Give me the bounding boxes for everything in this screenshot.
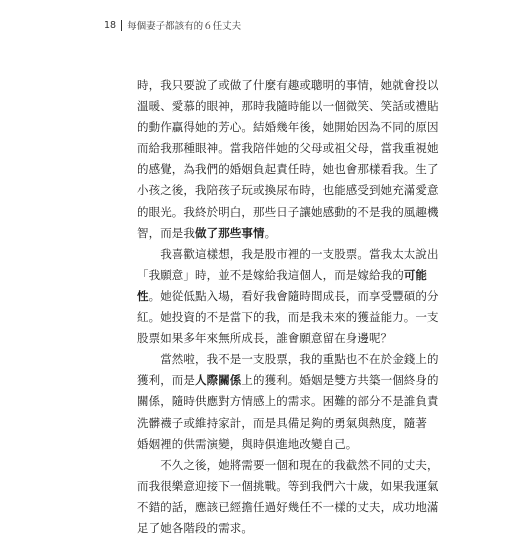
text-line — [137, 518, 391, 539]
text-run: 智，而是我 — [137, 225, 195, 240]
bold-text: 做了那些事情 — [195, 225, 265, 240]
text-run: 「我願意」時，並不是嫁給我這個人，而是嫁給我的 — [137, 267, 404, 282]
text-line — [137, 96, 439, 117]
text-run: 的眼光。我終於明白，那些日子讓她感動的不是我的風趣機 — [137, 204, 439, 219]
bold-text: 性 — [137, 288, 149, 303]
text-run: 關係，隨時供應對方情感上的需求。困難的部分不是誰負責 — [137, 394, 439, 409]
text-line — [137, 117, 439, 138]
text-run: 不久之後，她將需要一個和現在的我截然不同的丈夫， — [137, 457, 439, 472]
text-line — [137, 476, 439, 497]
paragraph — [137, 455, 439, 539]
text-line — [137, 75, 439, 96]
text-run: 而給我那種眼神。當我陪伴她的父母或祖父母，當我重視她 — [137, 141, 439, 156]
text-line — [137, 391, 439, 412]
text-run: 獲利，而是 — [137, 373, 195, 388]
text-line — [137, 244, 439, 265]
text-line — [137, 180, 439, 201]
text-line — [137, 497, 439, 518]
text-line — [137, 349, 439, 370]
bold-text: 可能 — [403, 267, 428, 282]
text-run: 的動作贏得她的芳心。結婚幾年後，她開始因為不同的原因 — [137, 120, 439, 135]
text-run: 時，我只要說了或做了什麼有趣或聰明的事情，她就會投以 — [137, 78, 439, 92]
text-run: 而我很樂意迎接下一個挑戰。等到我們六十歲，如果我運氣 — [137, 478, 439, 493]
text-line — [137, 370, 439, 391]
text-run: 紅。她投資的不是當下的我，而是我未來的獲益能力。一支 — [137, 310, 439, 325]
page-number: 18 — [104, 19, 117, 31]
book-title: 每個妻子都該有的６任丈夫 — [127, 21, 242, 32]
text-run: 洗髒襪子或維持家計，而是具備足夠的勇氣與熱度，隨著 — [137, 415, 427, 430]
text-line — [137, 328, 391, 349]
body-text — [137, 75, 439, 539]
text-run: 我喜歡這樣想，我是股市裡的一支股票。當我太太說出 — [137, 246, 439, 261]
text-run: 不錯的話，應該已經擔任過好幾任不一樣的丈夫，成功地滿 — [137, 499, 439, 514]
text-run: 足了她各階段的需求。 — [137, 520, 253, 535]
text-run: 當然啦，我不是一支股票，我的重點也不在於金錢上的 — [137, 352, 439, 367]
paragraph — [137, 244, 439, 349]
text-line — [137, 265, 428, 286]
text-line — [137, 455, 439, 476]
text-run: 婚姻裡的供需演變，與時俱進地改變自己。 — [137, 436, 358, 451]
text-line — [137, 138, 439, 159]
text-run: 小孩之後，我陪孩子玩或換尿布時，也能感受到她充滿愛意 — [137, 183, 439, 198]
paragraph — [137, 349, 439, 454]
text-run: 溫暖、愛慕的眼神，那時我隨時能以一個微笑、笑話或禮貼 — [137, 99, 439, 114]
header-divider — [121, 20, 122, 31]
text-run: 的感覺，為我們的婚姻負起責任時，她也會那樣看我。生了 — [137, 162, 439, 177]
text-line — [137, 286, 439, 307]
running-header — [104, 17, 241, 33]
paragraph — [137, 75, 439, 244]
text-line — [137, 307, 439, 328]
text-run: 。她從低點入場，看好我會隨時間成長，而享受豐碩的分 — [148, 288, 439, 303]
text-line — [137, 434, 391, 455]
text-run: 上的獲利。婚姻是雙方共築一個終身的 — [241, 373, 439, 388]
text-line — [137, 202, 439, 223]
text-line — [137, 159, 439, 180]
text-run: 股票如果多年來無所成長，誰會願意留在身邊呢？ — [137, 331, 393, 346]
text-line — [137, 413, 427, 434]
text-run: 。 — [264, 225, 277, 240]
text-line — [137, 223, 391, 244]
bold-text: 人際關係 — [195, 373, 242, 388]
